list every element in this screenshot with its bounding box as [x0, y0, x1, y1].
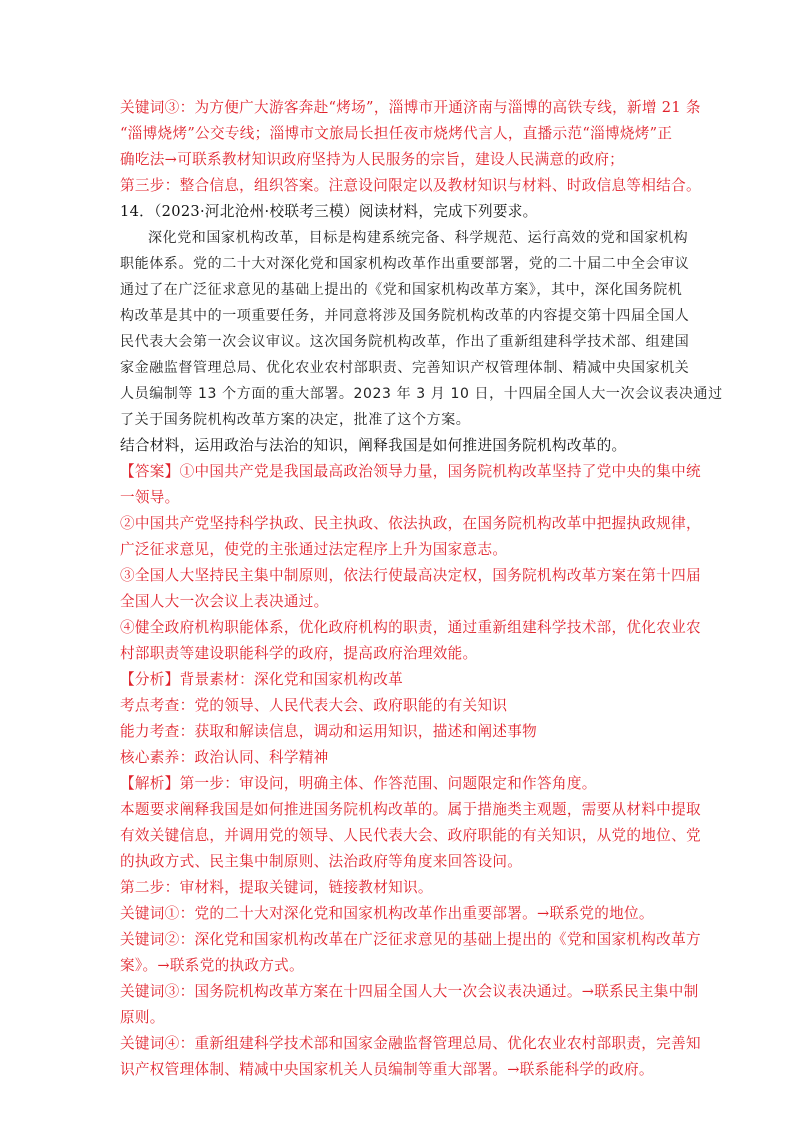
- answer-line: 村部职责等建设职能科学的政府，提高政府治理效能。: [120, 645, 478, 662]
- question-header: 14．（2023·河北沧州·校联考三模）阅读材料，完成下列要求。: [120, 203, 538, 220]
- material-line: 构改革是其中的一项重要任务，并同意将涉及国务院机构改革的内容提交第十四届全国人: [120, 308, 690, 324]
- analysis-section: [120, 667, 680, 771]
- text-line: “淄博烧烤”公交专线；淄博市文旅局长担任夜市烧烤代言人，直播示范“淄博烧烤”正: [120, 125, 673, 142]
- explanation-line: 第二步：审材料，提取关键词，链接教材知识。: [120, 879, 433, 896]
- answer-section: [120, 459, 701, 667]
- question-material: [120, 225, 723, 433]
- question-requirement: 结合材料，运用政治与法治的知识，阐释我国是如何推进国务院机构改革的。: [120, 437, 627, 454]
- explanation-line: 识产权管理体制、精减中央国家机关人员编制等重大部署。→联系能科学的政府。: [120, 1061, 654, 1078]
- explanation-line: 的执政方式、民主集中制原则、法治政府等角度来回答设问。: [120, 853, 523, 870]
- explanation-line: 原则。: [120, 1009, 165, 1026]
- text-line: 确吃法→可联系教材知识政府坚持为人民服务的宗旨，建设人民满意的政府；: [120, 151, 625, 168]
- answer-line: ②中国共产党坚持科学执政、民主执政、依法执政，在国务院机构改革中把握执政规律，: [120, 515, 701, 532]
- explanation-line: 关键词②：深化党和国家机构改革在广泛征求意见的基础上提出的《党和国家机构改革方: [120, 931, 701, 948]
- material-line: 家金融监督管理总局、优化农业农村部职责、完善知识产权管理体制、精减中央国家机关: [120, 360, 690, 376]
- explanation-line: 关键词①：党的二十大对深化党和国家机构改革作出重要部署。→联系党的地位。: [120, 905, 654, 922]
- material-line: 人员编制等 13 个方面的重大部署。2023 年 3 月 10 日，十四届全国人大一次会议表决通过: [120, 386, 723, 402]
- explanation-line: 【解析】第一步：审设问，明确主体、作答范围、问题限定和作答角度。: [120, 775, 597, 792]
- material-line: 深化党和国家机构改革，目标是构建系统完备、科学规范、运行高效的党和国家机构: [148, 230, 689, 246]
- explanation-line: 关键词④：重新组建科学技术部和国家金融监督管理总局、优化农业农村部职责，完善知: [120, 1035, 701, 1052]
- document-page: [120, 95, 723, 1083]
- answer-line: 【答案】①中国共产党是我国最高政治领导力量，国务院机构改革坚持了党中央的集中统: [120, 463, 701, 480]
- top-section: [120, 95, 701, 199]
- text-line: 关键词③：为方便广大游客奔赴“烤场”，淄博市开通济南与淄博的高铁专线，新增 21 条: [120, 99, 701, 116]
- answer-line: 全国人大一次会议上表决通过。: [120, 593, 329, 610]
- analysis-line: 考点考查：党的领导、人民代表大会、政府职能的有关知识: [120, 697, 508, 714]
- explanation-line: 有效关键信息，并调用党的领导、人民代表大会、政府职能的有关知识，从党的地位、党: [120, 827, 701, 844]
- analysis-line: 核心素养：政治认同、科学精神: [120, 749, 329, 766]
- answer-line: ③全国人大坚持民主集中制原则，依法行使最高决定权，国务院机构改革方案在第十四届: [120, 567, 701, 584]
- answer-line: ④健全政府机构职能体系，优化政府机构的职责，通过重新组建科学技术部，优化农业农: [120, 619, 701, 636]
- material-line: 职能体系。党的二十大对深化党和国家机构改革作出重要部署，党的二十届二中全会审议: [120, 256, 690, 272]
- explanation-line: 关键词③：国务院机构改革方案在十四届全国人大一次会议表决通过。→联系民主集中制: [120, 983, 699, 1000]
- analysis-line: 能力考查：获取和解读信息，调动和运用知识，描述和阐述事物: [120, 723, 538, 740]
- material-line: 了关于国务院机构改革方案的决定，批准了这个方案。: [120, 412, 471, 428]
- answer-line: 广泛征求意见，使党的主张通过法定程序上升为国家意志。: [120, 541, 508, 558]
- text-line: 第三步：整合信息，组织答案。注意设问限定以及教材知识与材料、时政信息等相结合。: [120, 177, 701, 194]
- explanation-section: [120, 771, 701, 1083]
- material-line: 通过了在广泛征求意见的基础上提出的《党和国家机构改革方案》，其中，深化国务院机: [120, 282, 683, 298]
- analysis-line: 【分析】背景素材：深化党和国家机构改革: [120, 671, 403, 688]
- answer-line: 一领导。: [120, 489, 180, 506]
- explanation-line: 案》。→联系党的执政方式。: [120, 957, 304, 974]
- material-line: 民代表大会第一次会议审议。这次国务院机构改革，作出了重新组建科学技术部、组建国: [120, 334, 690, 350]
- explanation-line: 本题要求阐释我国是如何推进国务院机构改革的。属于措施类主观题，需要从材料中提取: [120, 801, 701, 818]
